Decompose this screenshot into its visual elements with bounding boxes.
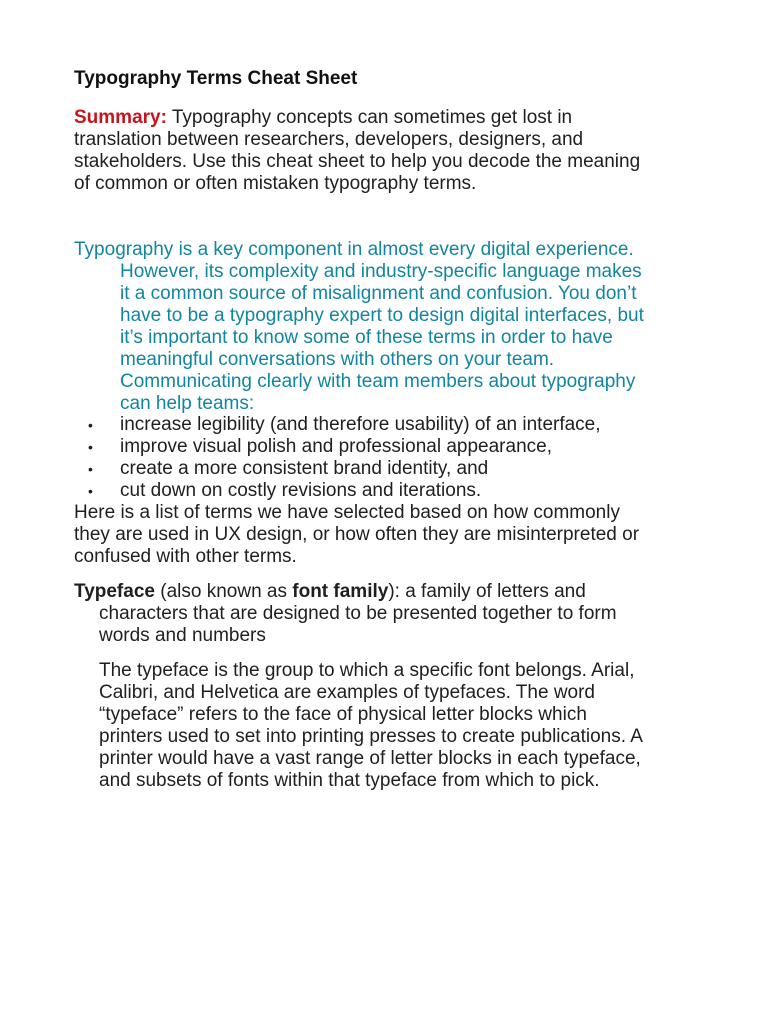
terms-intro-line-3: confused with other terms.	[74, 546, 297, 567]
list-item	[74, 414, 714, 436]
page-title: Typography Terms Cheat Sheet	[74, 68, 358, 89]
benefits-list	[74, 414, 714, 502]
terms-intro-line-1: Here is a list of terms we have selected based on how commonly	[74, 502, 620, 523]
typeface-definition	[74, 581, 714, 647]
aka-suffix: ): a family of letters and	[388, 581, 586, 602]
list-item	[74, 458, 714, 480]
intro-line-3: it a common source of misalignment and confusion. You don’t	[120, 283, 637, 304]
bullet-icon: •	[88, 439, 93, 455]
intro-line-8: can help teams:	[120, 393, 255, 414]
definition-line-2: characters that are designed to be presented together to form	[99, 603, 617, 624]
summary-text-line-1: Typography concepts can sometimes get lost in	[166, 107, 573, 128]
intro-paragraph	[74, 239, 714, 415]
term-typeface: Typeface	[74, 581, 155, 602]
intro-line-4: have to be a typography expert to design digital interfaces, but	[120, 305, 644, 326]
detail-line-4: printers used to set into printing presses to create publications. A	[99, 726, 643, 747]
list-item	[74, 480, 714, 502]
intro-line-2: However, its complexity and industry-specific language makes	[120, 261, 642, 282]
bullet-icon: •	[88, 417, 93, 433]
list-item-text: create a more consistent brand identity, and	[120, 458, 489, 479]
typeface-detail-paragraph	[99, 660, 719, 792]
bullet-icon: •	[88, 461, 93, 477]
aka-prefix: (also known as	[154, 581, 293, 602]
summary-text-line-3: stakeholders. Use this cheat sheet to help you decode the meaning	[74, 151, 641, 172]
summary-paragraph	[74, 107, 714, 195]
summary-text-line-2: translation between researchers, developers, designers, and	[74, 129, 584, 150]
summary-text-line-4: of common or often mistaken typography terms.	[74, 173, 477, 194]
intro-line-6: meaningful conversations with others on your team.	[120, 349, 555, 370]
bullet-icon: •	[88, 483, 93, 499]
detail-line-2: Calibri, and Helvetica are examples of typefaces. The word	[99, 682, 596, 703]
detail-line-3: “typeface” refers to the face of physical letter blocks which	[99, 704, 587, 725]
terms-intro-line-2: they are used in UX design, or how often they are misinterpreted or	[74, 524, 640, 545]
detail-line-6: and subsets of fonts within that typeface from which to pick.	[99, 770, 600, 791]
detail-line-5: printer would have a vast range of letter blocks in each typeface,	[99, 748, 641, 769]
definition-line-3: words and numbers	[99, 625, 266, 646]
list-item	[74, 436, 714, 458]
terms-intro-paragraph	[74, 502, 714, 568]
list-item-text: cut down on costly revisions and iterations.	[120, 480, 482, 501]
list-item-text: improve visual polish and professional appearance,	[120, 436, 552, 457]
intro-line-1: Typography is a key component in almost every digital experience.	[74, 239, 634, 260]
summary-label: Summary:	[74, 107, 167, 128]
intro-line-5: it’s important to know some of these terms in order to have	[120, 327, 613, 348]
intro-line-7: Communicating clearly with team members about typography	[120, 371, 636, 392]
detail-line-1: The typeface is the group to which a specific font belongs. Arial,	[99, 660, 635, 681]
list-item-text: increase legibility (and therefore usability) of an interface,	[120, 414, 601, 435]
term-font-family: font family	[292, 581, 389, 602]
